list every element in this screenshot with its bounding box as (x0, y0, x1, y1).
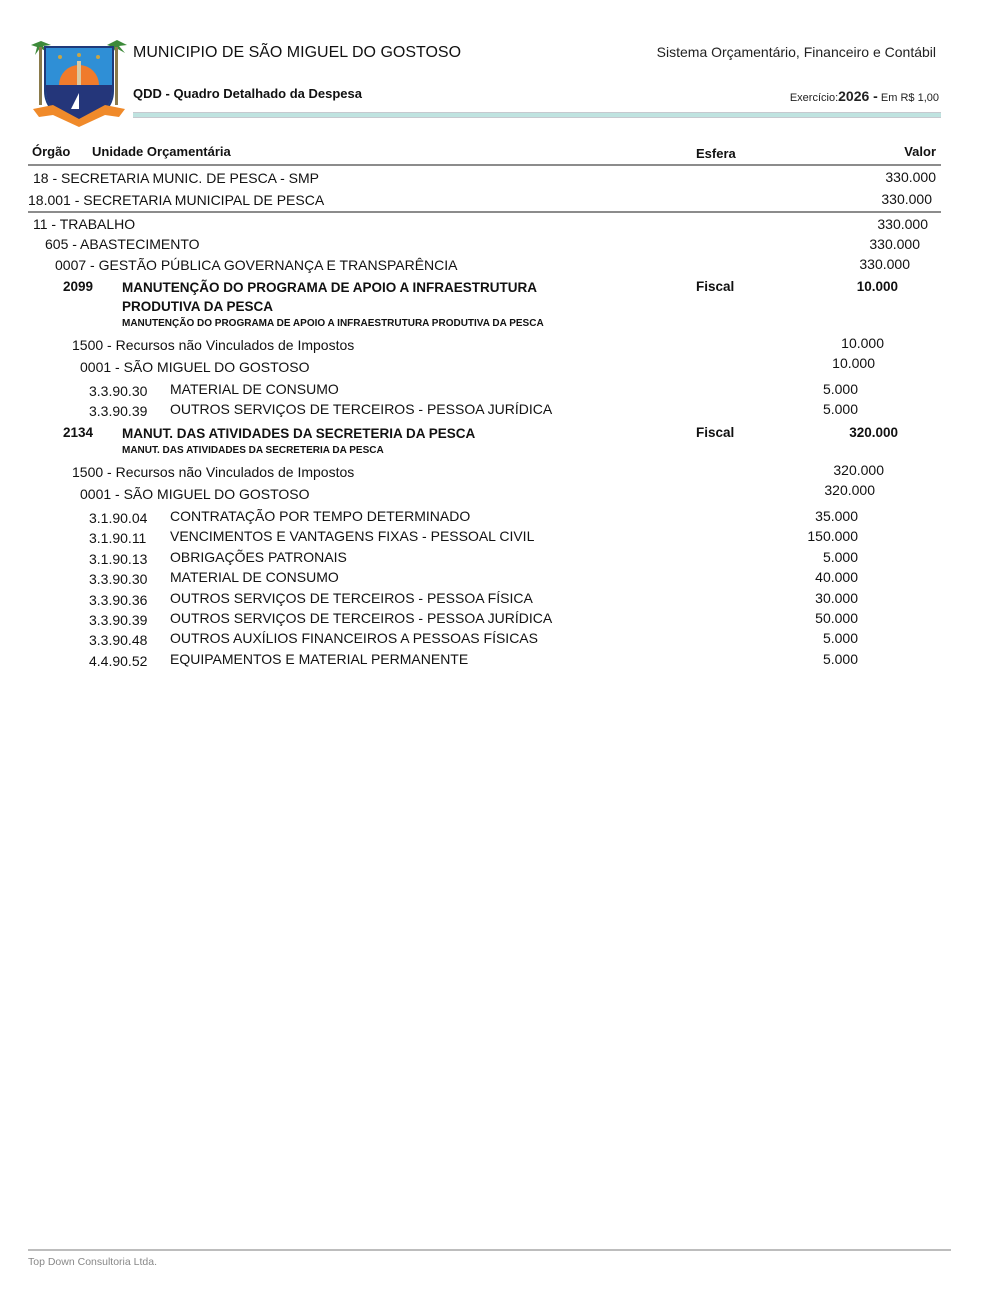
elemento-desc: OUTROS SERVIÇOS DE TERCEIROS - PESSOA FÍSICA (170, 589, 533, 606)
column-header-valor: Valor (904, 144, 936, 159)
acao-esfera: Fiscal (696, 425, 735, 440)
elemento-value: 30.000 (815, 589, 858, 606)
header-divider (133, 112, 941, 118)
elemento-desc: VENCIMENTOS E VANTAGENS FIXAS - PESSOAL CIVIL (170, 528, 535, 545)
elemento-value: 40.000 (815, 569, 858, 586)
acao-title-line1: MANUTENÇÃO DO PROGRAMA DE APOIO A INFRAESTRUTURA (122, 280, 537, 295)
elemento-value: 5.000 (822, 548, 858, 565)
elemento-value: 35.000 (815, 508, 858, 524)
elemento-desc: CONTRATAÇÃO POR TEMPO DETERMINADO (170, 508, 471, 524)
acao-value: 320.000 (849, 425, 898, 440)
footer-divider (28, 1249, 951, 1251)
local-label: 0001 - SÃO MIGUEL DO GOSTOSO (80, 359, 310, 375)
elemento-desc: OUTROS SERVIÇOS DE TERCEIROS - PESSOA JURÍDICA (170, 401, 553, 417)
column-header-divider (28, 164, 941, 166)
unidade-label: 18.001 - SECRETARIA MUNICIPAL DE PESCA (28, 192, 325, 208)
column-header-esfera: Esfera (696, 146, 736, 161)
municipal-coat-of-arms-icon (27, 35, 131, 127)
acao-title-line1: MANUT. DAS ATIVIDADES DA SECRETERIA DA PESCA (122, 426, 476, 441)
elemento-value: 50.000 (815, 610, 858, 626)
elemento-code: 3.1.90.11 (89, 530, 147, 547)
elemento-desc: MATERIAL DE CONSUMO (170, 381, 339, 397)
acao-value: 10.000 (856, 279, 898, 294)
currency-note: Em R$ 1,00 (880, 92, 939, 104)
local-value: 10.000 (832, 355, 875, 371)
local-label: 0001 - SÃO MIGUEL DO GOSTOSO (80, 486, 310, 502)
subfuncao-value: 330.000 (869, 236, 920, 252)
fonte-label: 1500 - Recursos não Vinculados de Impostos (72, 337, 355, 353)
municipality-name: MUNICIPIO DE SÃO MIGUEL DO GOSTOSO (133, 44, 462, 61)
elemento-desc: OBRIGAÇÕES PATRONAIS (170, 548, 347, 565)
elemento-code: 3.3.90.48 (89, 632, 148, 649)
exercise-info (790, 88, 939, 104)
acao-description: MANUTENÇÃO DO PROGRAMA DE APOIO A INFRAESTRUTURA PRODUTIVA DA PESCA (122, 318, 544, 329)
orgao-label: 18 - SECRETARIA MUNIC. DE PESCA - SMP (33, 170, 320, 186)
exercise-label: Exercício: (789, 92, 839, 104)
elemento-desc: MATERIAL DE CONSUMO (170, 569, 339, 586)
column-header-orgao: Órgão (32, 144, 71, 159)
elemento-code: 3.3.90.39 (89, 612, 148, 628)
acao-esfera: Fiscal (696, 279, 735, 294)
elemento-desc: OUTROS AUXÍLIOS FINANCEIROS A PESSOAS FÍSICAS (170, 630, 538, 647)
unidade-value: 330.000 (881, 191, 932, 207)
fonte-label: 1500 - Recursos não Vinculados de Impostos (72, 464, 355, 480)
elemento-code: 3.1.90.04 (89, 510, 148, 526)
acao-title-line2: PRODUTIVA DA PESCA (122, 299, 274, 314)
fonte-value: 10.000 (841, 335, 884, 351)
funcao-label: 11 - TRABALHO (33, 216, 136, 232)
subfuncao-label: 605 - ABASTECIMENTO (45, 236, 200, 252)
elemento-value: 5.000 (822, 381, 858, 397)
acao-description: MANUT. DAS ATIVIDADES DA SECRETERIA DA PESCA (122, 445, 384, 456)
orgao-value: 330.000 (885, 169, 936, 185)
elemento-code: 3.1.90.13 (89, 550, 148, 567)
local-value: 320.000 (824, 482, 875, 498)
elemento-value: 5.000 (822, 630, 858, 647)
fonte-value: 320.000 (833, 462, 884, 478)
elemento-code: 3.3.90.39 (89, 403, 148, 419)
funcao-value: 330.000 (877, 216, 928, 232)
programa-value: 330.000 (859, 256, 910, 272)
footer-company: Top Down Consultoria Ltda. (28, 1256, 157, 1268)
elemento-value: 150.000 (807, 528, 858, 545)
system-name: Sistema Orçamentário, Financeiro e Contábil (656, 44, 936, 60)
elemento-desc: OUTROS SERVIÇOS DE TERCEIROS - PESSOA JURÍDICA (170, 610, 553, 626)
elemento-desc: EQUIPAMENTOS E MATERIAL PERMANENTE (170, 650, 469, 667)
acao-code: 2134 (63, 425, 94, 440)
elemento-value: 5.000 (822, 401, 858, 417)
acao-code: 2099 (63, 279, 94, 294)
elemento-value: 5.000 (822, 650, 858, 667)
programa-label: 0007 - GESTÃO PÚBLICA GOVERNANÇA E TRANSPARÊNCIA (55, 257, 458, 273)
elemento-code: 3.3.90.30 (89, 383, 148, 399)
report-title: QDD - Quadro Detalhado da Despesa (133, 86, 362, 101)
unidade-divider (28, 211, 941, 213)
exercise-year: 2026 - (838, 88, 878, 104)
elemento-code: 4.4.90.52 (89, 652, 148, 669)
elemento-code: 3.3.90.36 (89, 591, 148, 608)
elemento-code: 3.3.90.30 (89, 571, 148, 588)
column-header-unidade: Unidade Orçamentária (92, 144, 231, 159)
